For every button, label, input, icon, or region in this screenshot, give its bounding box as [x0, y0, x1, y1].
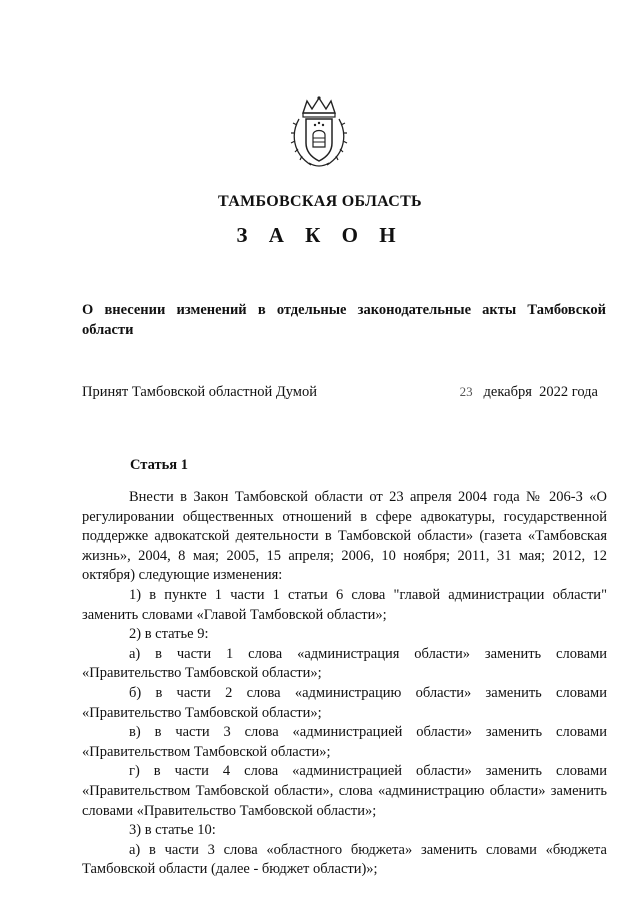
paragraph: в) в части 3 слова «администрацией области» заменить словами «Правительством Тамбовской области»; — [82, 724, 607, 760]
article-heading: Статья 1 — [130, 457, 188, 473]
adoption-date — [460, 384, 598, 401]
paragraph: г) в части 4 слова «администрацией области» заменить словами «Правительством Тамбовской области», слова «администрацию области» заменить словами «Правительство Тамбовской области»; — [82, 763, 607, 819]
paragraph: а) в части 3 слова «областного бюджета» заменить словами «бюджета Тамбовской области (далее - бюджет области)»; — [82, 841, 607, 878]
coat-of-arms-icon — [289, 95, 349, 170]
paragraph: а) в части 1 слова «администрация области» заменить словами «Правительство Тамбовской области»; — [82, 645, 607, 682]
adopted-by: Принят Тамбовской областной Думой — [82, 384, 317, 400]
article-body — [82, 488, 607, 880]
document-type-heading: З А К О Н — [236, 223, 404, 247]
law-title: О внесении изменений в отдельные законодательные акты Тамбовской области — [82, 302, 606, 338]
adoption-month-year: декабря 2022 года — [472, 384, 598, 400]
paragraph: 3) в статье 10: — [129, 822, 216, 839]
paragraph: 1) в пункте 1 части 1 статьи 6 слова "главой администрации области" заменить словами «Главой Тамбовской области»; — [82, 586, 607, 623]
paragraph: 2) в статье 9: — [129, 626, 209, 643]
region-heading: ТАМБОВСКАЯ ОБЛАСТЬ — [218, 193, 422, 210]
paragraph: Внести в Закон Тамбовской области от 23 апреля 2004 года № 206-З «О регулировании общественных отношений в сфере адвокатуры, государственной поддержке адвокатской деятельности в Тамбовской области» (газета «Тамбовская жизнь», 2004, 8 мая; 2005, 15 апреля; 2006, 10 ноября; 2011, 31 мая; 2012, 12 октября) следующие изменения: — [82, 489, 607, 584]
paragraph: б) в части 2 слова «администрацию области» заменить словами «Правительство Тамбовской области»; — [82, 684, 607, 721]
adoption-day: 23 — [459, 384, 473, 399]
